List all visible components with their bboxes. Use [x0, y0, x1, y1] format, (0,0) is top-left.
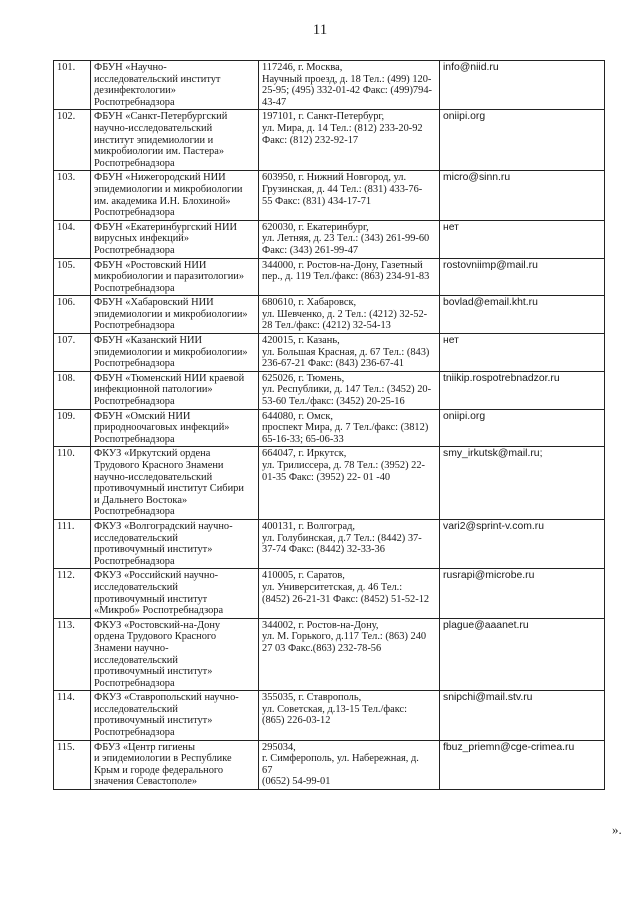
row-number: 107.	[54, 334, 91, 372]
address-contacts	[259, 618, 440, 691]
organization-name-line: ФКУЗ «Иркутский ордена	[94, 448, 211, 460]
organization-name	[91, 691, 259, 740]
organization-name-line: исследовательский	[94, 532, 178, 544]
address-contacts	[259, 334, 440, 372]
table-row	[54, 171, 605, 220]
table-row	[54, 61, 605, 110]
address-contacts	[259, 447, 440, 520]
organization-name	[91, 519, 259, 568]
organization-name-line: и Дальнего Востока»	[94, 494, 188, 506]
organization-name-line: ФБУН «Санкт-Петербургский	[94, 111, 228, 123]
address-line: 25-95; (495) 332-01-42 Факс: (499)794-	[262, 85, 432, 97]
organization-name-line: ФКУЗ «Волгоградский научно-	[94, 520, 233, 532]
organization-name-line: научно-исследовательский	[94, 471, 213, 483]
page-number: 11	[312, 22, 328, 38]
organization-name-line: ФБУН «Хабаровский НИИ	[94, 297, 214, 309]
organization-name-line: ФБУН «Ростовский НИИ	[94, 259, 207, 271]
address-contacts	[259, 519, 440, 568]
organization-name-line: ордена Трудового Красного	[94, 631, 217, 643]
organization-name-line: ФБУН «Научно-	[94, 62, 167, 73]
address-line: ул. Трилиссера, д. 78 Тел.: (3952) 22-	[262, 460, 425, 471]
address-line: пер., д. 119 Тел./факс: (863) 234-91-83	[262, 271, 430, 283]
organization-name	[91, 740, 259, 789]
address-line: ул. Большая Красная, д. 67 Тел.: (843)	[262, 346, 430, 358]
address-line: ул. Республики, д. 147 Тел.: (3452) 20-	[262, 384, 432, 396]
organization-name-line: Роспотребнадзора	[94, 96, 175, 108]
table-row	[54, 618, 605, 691]
address-line: Научный проезд, д. 18 Тел.: (499) 120-	[262, 73, 432, 85]
organization-name-line: противочумный институт Сибири	[94, 483, 244, 495]
address-line: ул. Шевченко, д. 2 Тел.: (4212) 32-52-	[262, 308, 428, 320]
organization-name-line: Роспотребнадзора	[94, 157, 175, 169]
email-or-website: rusrapi@microbe.ru	[440, 569, 605, 618]
address-line: Факс: (343) 261-99-47	[262, 244, 359, 256]
organization-name-line: исследовательский	[94, 654, 178, 666]
organization-name	[91, 447, 259, 520]
address-contacts	[259, 110, 440, 171]
organization-name-line: ФКУЗ «Ростовский-на-Дону	[94, 619, 221, 631]
organization-name-line: научно-исследовательский	[94, 122, 213, 134]
organization-name-line: Роспотребнадзора	[94, 506, 175, 518]
email-or-website: vari2@sprint-v.com.ru	[440, 519, 605, 568]
organization-name	[91, 296, 259, 334]
email-or-website: micro@sinn.ru	[440, 171, 605, 220]
organization-name-line: Роспотребнадзора	[94, 207, 175, 219]
organization-name-line: природноочаговых инфекций»	[94, 422, 230, 434]
row-number: 110.	[54, 447, 91, 520]
row-number: 106.	[54, 296, 91, 334]
email-or-website: bovlad@email.kht.ru	[440, 296, 605, 334]
organization-name-line: исследовательский	[94, 703, 178, 715]
email-or-website: info@niid.ru	[440, 61, 605, 110]
address-contacts	[259, 409, 440, 447]
organization-name-line: дезинфектологии»	[94, 85, 176, 97]
table-row	[54, 110, 605, 171]
organization-name-line: ФБУН «Екатеринбургский НИИ	[94, 221, 237, 233]
organization-name-line: Трудового Красного Знамени	[94, 460, 224, 471]
address-line: 344000, г. Ростов-на-Дону, Газетный	[262, 259, 423, 271]
organization-name-line: ФБУН «Омский НИИ	[94, 410, 191, 422]
address-contacts	[259, 740, 440, 789]
organization-name	[91, 334, 259, 372]
organization-name-line: ФБУН «Казанский НИИ	[94, 335, 203, 347]
address-line: ул. Мира, д. 14 Тел.: (812) 233-20-92	[262, 122, 423, 134]
address-contacts	[259, 371, 440, 409]
organization-name-line: «Микроб» Роспотребнадзора	[94, 605, 224, 617]
address-line: 400131, г. Волгоград,	[262, 520, 355, 532]
email-or-website: plague@aaanet.ru	[440, 618, 605, 691]
address-line: Грузинская, д. 44 Тел.: (831) 433-76-	[262, 183, 423, 195]
email-or-website: fbuz_priemn@cge-crimea.ru	[440, 740, 605, 789]
organization-name-line: Роспотребнадзора	[94, 433, 175, 445]
address-line: (8452) 26-21-31 Факс: (8452) 51-52-12	[262, 593, 430, 605]
organization-name-line: исследовательский	[94, 581, 178, 593]
address-line: 27 03 Факс.(863) 232-78-56	[262, 642, 382, 654]
organization-name-line: вирусных инфекций»	[94, 233, 190, 245]
organization-name-line: и эпидемиологии в Республике	[94, 753, 232, 765]
organization-name-line: Роспотребнадзора	[94, 282, 175, 294]
organization-name	[91, 258, 259, 296]
address-contacts	[259, 569, 440, 618]
organization-name-line: Роспотребнадзора	[94, 396, 175, 408]
row-number: 115.	[54, 740, 91, 789]
organization-name-line: ФКУЗ «Российский научно-	[94, 570, 219, 582]
organization-name-line: противочумный институт	[94, 593, 208, 605]
organization-name-line: эпидемиологии и микробиологии	[94, 183, 243, 195]
organization-name	[91, 220, 259, 258]
row-number: 113.	[54, 618, 91, 691]
organization-name-line: значения Севастополе»	[94, 776, 198, 788]
email-or-website: oniipi.org	[440, 409, 605, 447]
address-line: 295034,	[262, 741, 296, 753]
row-number: 109.	[54, 409, 91, 447]
address-line: 603950, г. Нижний Новгород, ул.	[262, 172, 407, 184]
address-line: ул. Голубинская, д.7 Тел.: (8442) 37-	[262, 532, 422, 544]
address-contacts	[259, 691, 440, 740]
email-or-website: нет	[440, 334, 605, 372]
address-line: 01-35 Факс: (3952) 22- 01 -40	[262, 471, 391, 483]
organization-name	[91, 618, 259, 691]
organization-name-line: эпидемиологии и микробиологии»	[94, 346, 248, 358]
address-line: проспект Мира, д. 7 Тел./факс: (3812)	[262, 422, 429, 434]
row-number: 101.	[54, 61, 91, 110]
address-contacts	[259, 61, 440, 110]
table-row	[54, 409, 605, 447]
organization-name-line: Роспотребнадзора	[94, 555, 175, 567]
closing-quote-mark: ».	[612, 822, 622, 837]
address-line: 67	[262, 764, 273, 776]
address-line: г. Симферополь, ул. Набережная, д.	[262, 753, 419, 765]
organization-name-line: им. академика И.Н. Блохиной»	[94, 195, 231, 207]
table-row	[54, 258, 605, 296]
address-contacts	[259, 220, 440, 258]
address-contacts	[259, 171, 440, 220]
address-line: 344002, г. Ростов-на-Дону,	[262, 619, 379, 631]
address-line: Факс: (812) 232-92-17	[262, 134, 359, 146]
address-line: 664047, г. Иркутск,	[262, 448, 347, 460]
address-line: 197101, г. Санкт-Петербург,	[262, 111, 385, 123]
institutions-table-body	[54, 61, 605, 790]
address-line: 355035, г. Ставрополь,	[262, 692, 362, 704]
address-line: 625026, г. Тюмень,	[262, 372, 345, 384]
organization-name-line: Роспотребнадзора	[94, 358, 175, 370]
organization-name-line: Крым и городе федерального	[94, 764, 224, 776]
row-number: 108.	[54, 371, 91, 409]
address-line: 644080, г. Омск,	[262, 410, 333, 422]
organization-name-line: Роспотребнадзора	[94, 320, 175, 332]
organization-name	[91, 569, 259, 618]
email-or-website: rostovniimp@mail.ru	[440, 258, 605, 296]
organization-name-line: микробиологии им. Пастера»	[94, 146, 225, 158]
email-or-website: нет	[440, 220, 605, 258]
email-or-website: smy_irkutsk@mail.ru;	[440, 447, 605, 520]
address-contacts	[259, 258, 440, 296]
address-line: 236-67-21 Факс: (843) 236-67-41	[262, 358, 404, 370]
table-row	[54, 371, 605, 409]
email-or-website: snipchi@mail.stv.ru	[440, 691, 605, 740]
table-row	[54, 691, 605, 740]
organization-name-line: Знамени научно-	[94, 642, 169, 654]
email-or-website: tniikip.rospotrebnadzor.ru	[440, 371, 605, 409]
organization-name-line: микробиологии и паразитологии»	[94, 271, 245, 283]
address-line: ул. Советская, д.13-15 Тел./факс:	[262, 703, 408, 715]
address-line: (865) 226-03-12	[262, 715, 331, 727]
organization-name	[91, 61, 259, 110]
organization-name-line: Роспотребнадзора	[94, 244, 175, 256]
organization-name-line: противочумный институт»	[94, 544, 213, 556]
address-line: 620030, г. Екатеринбург,	[262, 221, 369, 233]
address-line: ул. Летняя, д. 23 Тел.: (343) 261-99-60	[262, 233, 430, 245]
institutions-table	[53, 60, 605, 790]
organization-name-line: противочумный институт»	[94, 715, 213, 727]
organization-name-line: ФБУН «Нижегородский НИИ	[94, 172, 226, 184]
table-row	[54, 569, 605, 618]
table-row	[54, 740, 605, 789]
row-number: 114.	[54, 691, 91, 740]
organization-name-line: противочумный институт»	[94, 666, 213, 678]
address-line: 43-47	[262, 96, 287, 108]
organization-name-line: Роспотребнадзора	[94, 727, 175, 739]
organization-name-line: ФБУН «Тюменский НИИ краевой	[94, 372, 245, 384]
address-contacts	[259, 296, 440, 334]
address-line: 65-16-33; 65-06-33	[262, 433, 344, 445]
row-number: 112.	[54, 569, 91, 618]
address-line: 117246, г. Москва,	[262, 62, 343, 73]
table-row	[54, 296, 605, 334]
address-line: 37-74 Факс: (8442) 32-33-36	[262, 544, 385, 556]
address-line: 28 Тел./факс: (4212) 32-54-13	[262, 320, 391, 332]
table-row	[54, 447, 605, 520]
organization-name-line: Роспотребнадзора	[94, 677, 175, 689]
address-line: 53-60 Тел./факс: (3452) 20-25-16	[262, 396, 405, 408]
table-row	[54, 334, 605, 372]
row-number: 102.	[54, 110, 91, 171]
address-line: ул. Университетская, д. 46 Тел.:	[262, 581, 403, 593]
organization-name-line: исследовательский институт	[94, 73, 221, 85]
address-line: 680610, г. Хабаровск,	[262, 297, 357, 309]
table-row	[54, 220, 605, 258]
email-or-website: oniipi.org	[440, 110, 605, 171]
address-line: 410005, г. Саратов,	[262, 570, 345, 582]
row-number: 111.	[54, 519, 91, 568]
organization-name	[91, 171, 259, 220]
address-line: (0652) 54-99-01	[262, 776, 331, 788]
row-number: 104.	[54, 220, 91, 258]
organization-name-line: ФБУЗ «Центр гигиены	[94, 741, 195, 753]
row-number: 103.	[54, 171, 91, 220]
organization-name	[91, 409, 259, 447]
address-line: 55 Факс: (831) 434-17-71	[262, 195, 372, 207]
organization-name	[91, 110, 259, 171]
organization-name-line: институт эпидемиологии и	[94, 134, 214, 146]
table-row	[54, 519, 605, 568]
organization-name-line: эпидемиологии и микробиологии»	[94, 308, 248, 320]
row-number: 105.	[54, 258, 91, 296]
organization-name-line: ФКУЗ «Ставропольский научно-	[94, 692, 239, 704]
address-line: ул. М. Горького, д.117 Тел.: (863) 240	[262, 631, 427, 643]
address-line: 420015, г. Казань,	[262, 335, 340, 347]
organization-name-line: инфекционной патологии»	[94, 384, 213, 396]
organization-name	[91, 371, 259, 409]
